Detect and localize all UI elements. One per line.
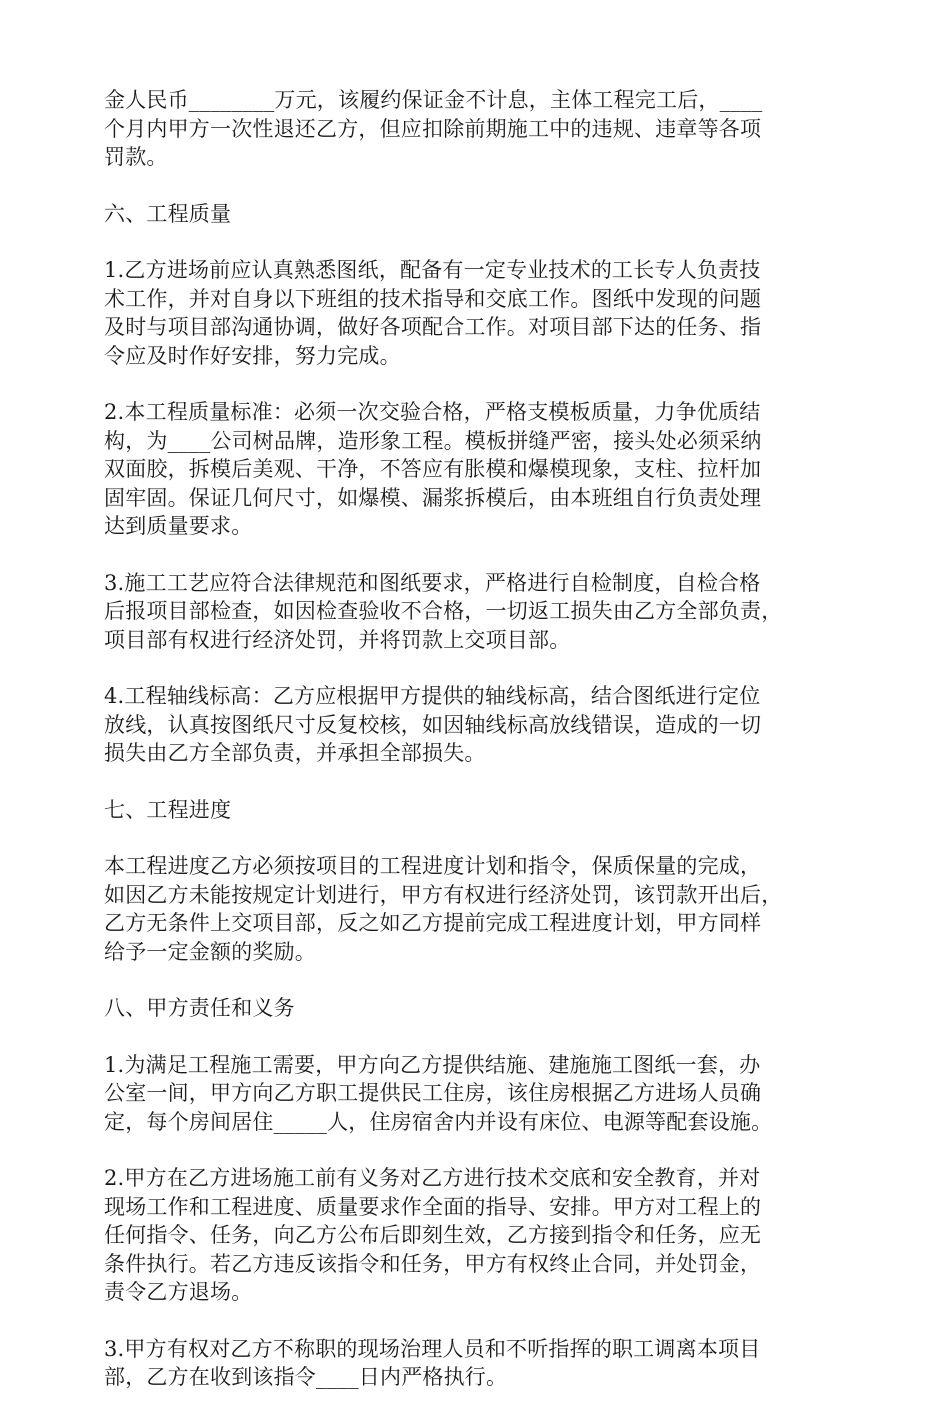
paragraph-schedule bbox=[104, 852, 856, 966]
paragraph-quality-3 bbox=[104, 569, 856, 655]
text-line: 如因乙方未能按规定计划进行，甲方有权进行经济处罚，该罚款开出后， bbox=[104, 882, 783, 907]
text-line: 部，乙方在收到该指令____日内严格执行。 bbox=[104, 1365, 508, 1389]
text-line: 构，为____公司树品牌，造形象工程。模板拼缝严密，接头处必须采纳 bbox=[104, 428, 762, 453]
text-line: 3.甲方有权对乙方不称职的现场治理人员和不听指挥的职工调离本项目 bbox=[104, 1336, 761, 1361]
text-line: 及时与项目部沟通协调，做好各项配合工作。对项目部下达的任务、指 bbox=[104, 315, 762, 339]
section-heading-quality bbox=[104, 200, 856, 229]
document-body bbox=[104, 86, 856, 1420]
text-line: 放线，认真按图纸尺寸反复校核，如因轴线标高放线错误，造成的一切 bbox=[104, 712, 762, 737]
text-line: 损失由乙方全部负责，并承担全部损失。 bbox=[104, 741, 486, 765]
text-line: 4.工程轴线标高：乙方应根据甲方提供的轴线标高，结合图纸进行定位 bbox=[104, 684, 761, 708]
text-line: 2.甲方在乙方进场施工前有义务对乙方进行技术交底和安全教育，并对 bbox=[104, 1166, 761, 1190]
heading-text: 八、甲方责任和义务 bbox=[104, 996, 295, 1020]
text-line: 3.施工工艺应符合法律规范和图纸要求，严格进行自检制度，自检合格 bbox=[104, 570, 761, 595]
text-line: 乙方无条件上交项目部，反之如乙方提前完成工程进度计划，甲方同样 bbox=[104, 911, 762, 935]
text-line: 任何指令、任务，向乙方公布后即刻生效，乙方接到指令和任务，应无 bbox=[104, 1223, 762, 1247]
text-line: 金人民币________万元，该履约保证金不计息，主体工程完工后，____ bbox=[104, 88, 763, 112]
paragraph-duties-3 bbox=[104, 1335, 856, 1392]
section-heading-schedule bbox=[104, 796, 856, 825]
text-line: 条件执行。若乙方违反该指令和任务，甲方有权终止合同，并处罚金， bbox=[104, 1251, 762, 1276]
paragraph-quality-4 bbox=[104, 682, 856, 768]
text-line: 双面胶，拆模后美观、干净，不答应有胀模和爆模现象，支柱、拉杆加 bbox=[104, 457, 762, 481]
text-line: 项目部有权进行经济处罚，并将罚款上交项目部。 bbox=[104, 627, 571, 652]
text-line: 给予一定金额的奖励。 bbox=[104, 939, 316, 964]
paragraph-quality-1 bbox=[104, 256, 856, 370]
heading-text: 六、工程质量 bbox=[104, 201, 232, 226]
text-line: 2.本工程质量标准：必须一次交验合格，严格支模板质量，力争优质结 bbox=[104, 400, 761, 424]
text-line: 固牢固。保证几何尺寸，如爆模、漏浆拆模后，由本班组自行负责处理 bbox=[104, 485, 762, 510]
text-line: 个月内甲方一次性退还乙方，但应扣除前期施工中的违规、违章等各项 bbox=[104, 116, 762, 141]
paragraph-duties-1 bbox=[104, 1051, 856, 1137]
text-line: 达到质量要求。 bbox=[104, 514, 253, 538]
paragraph-quality-2 bbox=[104, 398, 856, 541]
text-line: 公室一间，甲方向乙方职工提供民工住房，该住房根据乙方进场人员确 bbox=[104, 1081, 762, 1105]
text-line: 定，每个房间居住_____人，住房宿舍内并设有床位、电源等配套设施。 bbox=[104, 1109, 773, 1134]
paragraph-duties-2 bbox=[104, 1164, 856, 1307]
text-line: 罚款。 bbox=[104, 145, 168, 169]
text-line: 令应及时作好安排，努力完成。 bbox=[104, 343, 401, 368]
heading-text: 七、工程进度 bbox=[104, 797, 232, 822]
section-heading-party-a-duties bbox=[104, 994, 856, 1023]
text-line: 本工程进度乙方必须按项目的工程进度计划和指令，保质保量的完成， bbox=[104, 854, 762, 878]
text-line: 术工作，并对自身以下班组的技术指导和交底工作。图纸中发现的问题 bbox=[104, 286, 762, 311]
text-line: 现场工作和工程进度、质量要求作全面的指导、安排。甲方对工程上的 bbox=[104, 1194, 762, 1219]
text-line: 1.为满足工程施工需要，甲方向乙方提供结施、建施施工图纸一套，办 bbox=[104, 1052, 761, 1077]
text-line: 后报项目部检查，如因检查验收不合格，一切返工损失由乙方全部负责， bbox=[104, 599, 783, 623]
text-line: 1.乙方进场前应认真熟悉图纸，配备有一定专业技术的工长专人负责技 bbox=[104, 258, 761, 282]
paragraph-performance-bond bbox=[104, 86, 856, 172]
text-line: 责令乙方退场。 bbox=[104, 1280, 253, 1304]
